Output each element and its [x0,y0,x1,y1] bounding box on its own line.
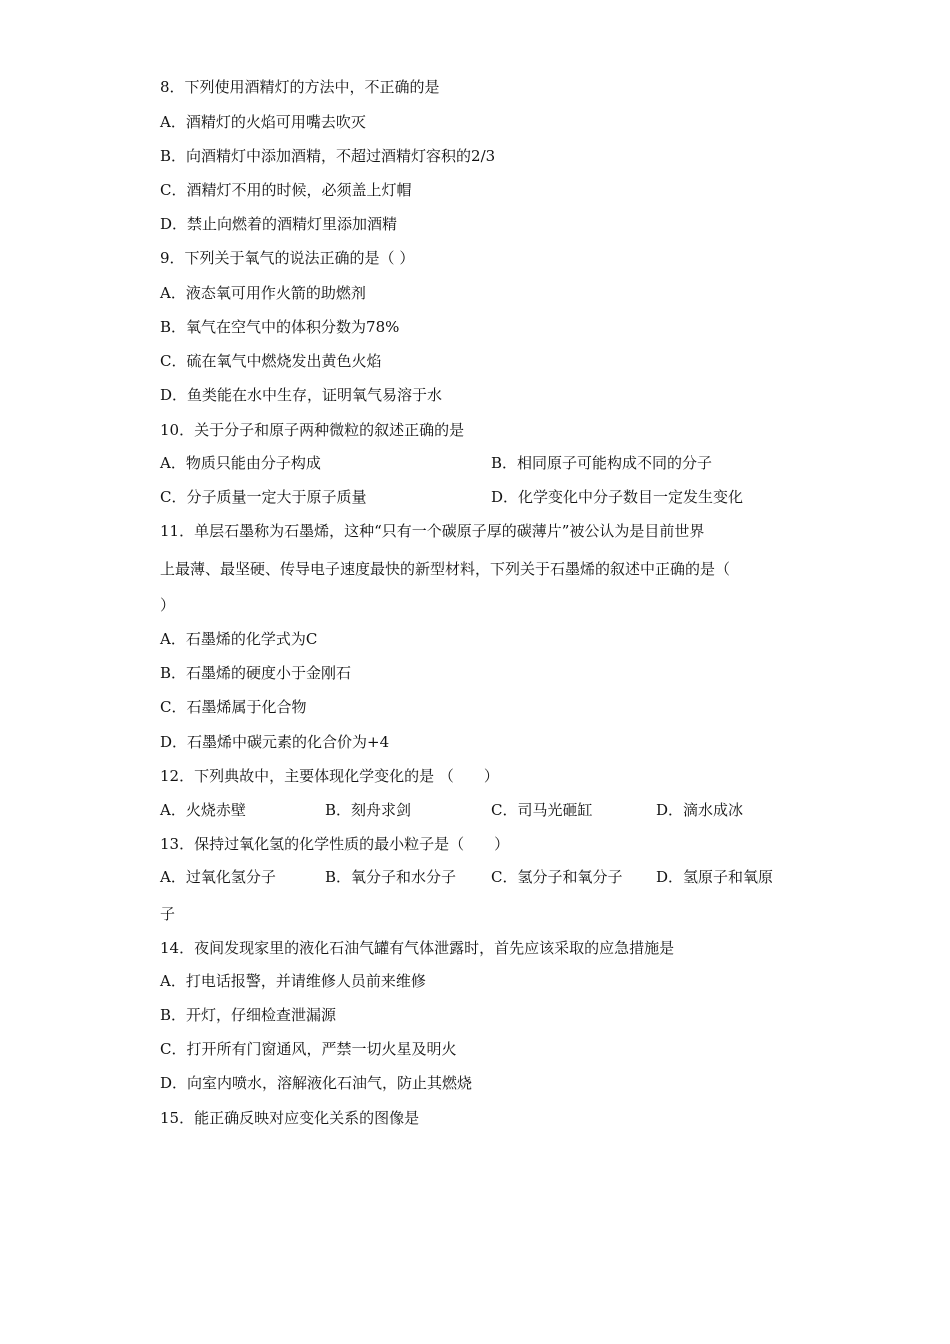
question-10-option-c: C．分子质量一定大于原子质量 [160,488,367,506]
question-10-option-b: B．相同原子可能构成不同的分子 [491,454,713,472]
question-12-option-a: A．火烧赤壁 [160,801,246,819]
question-10-option-d: D．化学变化中分子数目一定发生变化 [491,488,744,506]
question-8-option-d: D．禁止向燃着的酒精灯里添加酒精 [160,215,398,233]
question-13-option-c: C．氢分子和氧分子 [491,868,623,886]
question-10-option-a: A．物质只能由分子构成 [160,454,321,472]
question-14-option-c: C．打开所有门窗通风，严禁一切火星及明火 [160,1040,457,1058]
question-9-option-b: B．氧气在空气中的体积分数为78% [160,318,400,336]
question-11-option-d: D．石墨烯中碳元素的化合价为+4 [160,733,390,751]
question-12-option-c: C．司马光砸缸 [491,801,593,819]
question-14-option-a: A．打电话报警，并请维修人员前来维修 [160,972,426,990]
question-10-stem: 10．关于分子和原子两种微粒的叙述正确的是 [160,421,465,439]
question-11-option-c: C．石墨烯属于化合物 [160,698,307,716]
question-9-stem: 9．下列关于氧气的说法正确的是（ ） [160,249,415,267]
question-9-option-a: A．液态氧可用作火箭的助燃剂 [160,284,366,302]
question-12-stem: 12．下列典故中，主要体现化学变化的是 （ ） [160,767,499,785]
question-14-stem: 14．夜间发现家里的液化石油气罐有气体泄露时，首先应该采取的应急措施是 [160,939,675,957]
question-8-option-a: A．酒精灯的火焰可用嘴去吹灭 [160,113,366,131]
question-11-option-b: B．石墨烯的硬度小于金刚石 [160,664,352,682]
question-12-option-d: D．滴水成冰 [656,801,744,819]
question-11-option-a: A．石墨烯的化学式为C [160,630,318,648]
question-11-stem-line-2: 上最薄、最坚硬、传导电子速度最快的新型材料，下列关于石墨烯的叙述中正确的是（ [160,560,731,578]
question-11-stem-line-1: 11．单层石墨称为石墨烯，这种“只有一个碳原子厚的碳薄片”被公认为是目前世界 [160,522,705,540]
question-13-stem: 13．保持过氧化氢的化学性质的最小粒子是（ ） [160,835,510,853]
question-13-option-a: A．过氧化氢分子 [160,868,276,886]
question-9-option-d: D．鱼类能在水中生存，证明氧气易溶于水 [160,386,443,404]
question-9-option-c: C．硫在氧气中燃烧发出黄色火焰 [160,352,382,370]
question-11-stem-line-3: ） [160,596,176,614]
question-8-option-b: B．向酒精灯中添加酒精，不超过酒精灯容积的2/3 [160,147,496,165]
question-8-stem: 8．下列使用酒精灯的方法中，不正确的是 [160,78,440,96]
question-13-option-d: D．氢原子和氧原 [656,868,774,886]
question-13-option-d-overflow: 子 [160,905,176,923]
question-12-option-b: B．刻舟求剑 [325,801,412,819]
question-14-option-d: D．向室内喷水，溶解液化石油气，防止其燃烧 [160,1074,473,1092]
question-15-stem: 15．能正确反映对应变化关系的图像是 [160,1109,420,1127]
question-13-option-b: B．氧分子和水分子 [325,868,457,886]
question-14-option-b: B．开灯，仔细检查泄漏源 [160,1006,337,1024]
question-8-option-c: C．酒精灯不用的时候，必须盖上灯帽 [160,181,412,199]
